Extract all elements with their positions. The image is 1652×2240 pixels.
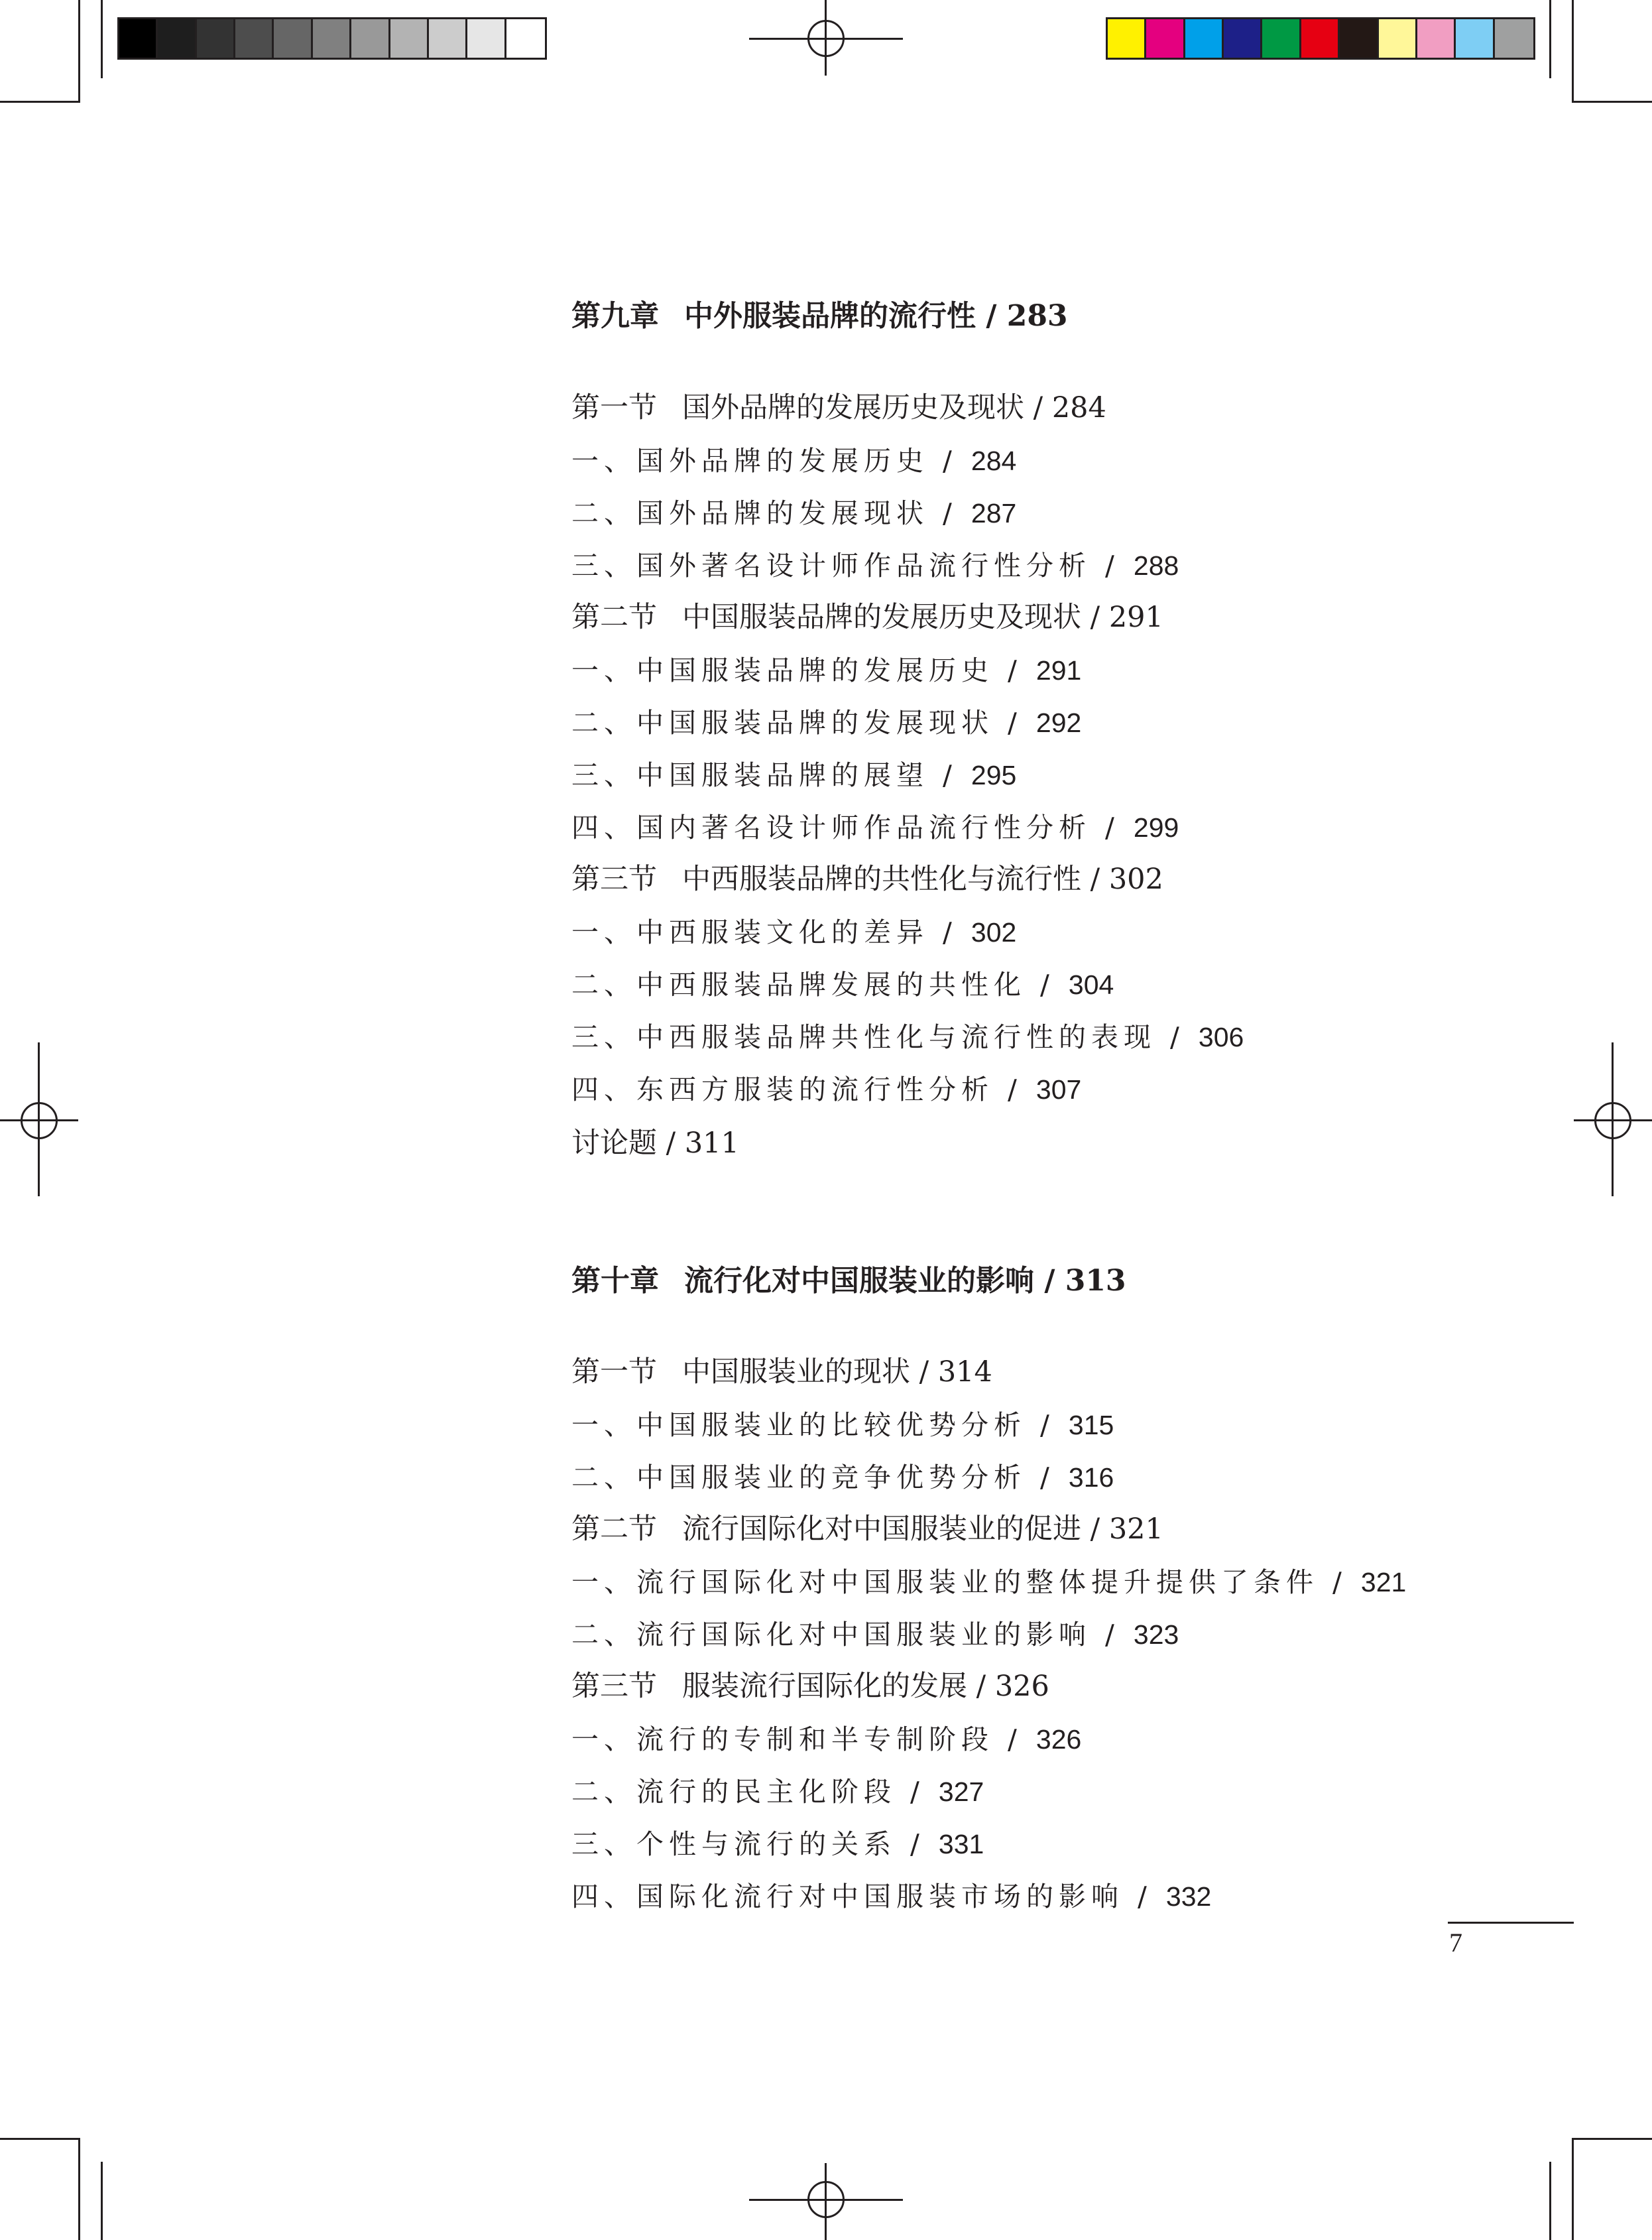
toc-item-text: 四、国内著名设计师作品流行性分析 / — [571, 812, 1120, 843]
chapter-title: 中外服装品牌的流行性 / 283 — [684, 299, 1068, 333]
toc-item — [571, 544, 1179, 583]
page-number: 295 — [971, 760, 1017, 790]
toc-item — [571, 1822, 984, 1861]
color-swatch — [1456, 19, 1494, 58]
section-number: 第三节 — [571, 1670, 657, 1703]
color-bar — [1106, 17, 1535, 60]
color-swatch — [1340, 19, 1378, 58]
section-title: 中国服装品牌的发展历史及现状 / 291 — [682, 601, 1163, 634]
toc-item-text: 三、个性与流行的关系 / — [571, 1828, 925, 1860]
section-number: 第二节 — [571, 601, 657, 634]
toc-item — [571, 1403, 1114, 1442]
page-number: 287 — [971, 498, 1017, 529]
toc-item — [571, 753, 1016, 792]
toc-item-text: 三、中国服装品牌的展望 / — [571, 759, 957, 791]
page-number: 323 — [1133, 1619, 1179, 1650]
color-swatch — [197, 19, 235, 58]
page-number: 302 — [971, 917, 1017, 948]
section-heading — [571, 1349, 992, 1390]
toc-item-text: 一、流行的专制和半专制阶段 / — [571, 1723, 1022, 1755]
page-number: 292 — [1035, 708, 1082, 738]
color-swatch — [351, 19, 390, 58]
color-swatch — [390, 19, 429, 58]
section-title: 国外品牌的发展历史及现状 / 284 — [682, 391, 1106, 424]
crop-mark — [101, 0, 103, 78]
toc-item — [571, 1015, 1244, 1054]
section-number: 第一节 — [571, 391, 657, 424]
section-number: 第一节 — [571, 1355, 657, 1389]
section-title: 服装流行国际化的发展 / 326 — [682, 1670, 1049, 1703]
registration-mark — [21, 1102, 58, 1139]
toc-item-text: 三、国外著名设计师作品流行性分析 / — [571, 550, 1120, 582]
color-swatch — [158, 19, 196, 58]
section-heading — [571, 595, 1163, 635]
toc-item-text: 二、中西服装品牌发展的共性化 / — [571, 969, 1055, 1001]
section-title: 中国服装业的现状 / 314 — [682, 1355, 992, 1389]
toc-item — [571, 649, 1081, 688]
page-number: 288 — [1133, 550, 1179, 581]
toc-item-text: 二、中国服装品牌的发展现状 / — [571, 707, 1022, 739]
toc-item — [571, 1068, 1081, 1107]
color-swatch — [313, 19, 351, 58]
crop-mark — [1574, 101, 1652, 103]
chapter-heading — [571, 292, 1068, 334]
section-title: 中西服装品牌的共性化与流行性 / 302 — [682, 863, 1163, 896]
section-heading — [571, 385, 1106, 426]
crop-mark — [1549, 2162, 1551, 2240]
section-heading — [571, 1664, 1049, 1704]
page-number: 315 — [1068, 1410, 1114, 1440]
toc-item-text: 三、中西服装品牌共性化与流行性的表现 / — [571, 1021, 1185, 1053]
color-swatch — [1262, 19, 1301, 58]
toc-item-text: 二、国外品牌的发展现状 / — [571, 497, 957, 529]
section-title: 流行国际化对中国服装业的促进 / 321 — [682, 1513, 1163, 1546]
registration-mark — [807, 20, 845, 57]
toc-item-text: 一、中国服装品牌的发展历史 / — [571, 654, 1022, 686]
color-swatch — [506, 19, 545, 58]
discussion-heading: 讨论题 / 311 — [571, 1127, 739, 1160]
toc-item-text: 一、流行国际化对中国服装业的整体提升提供了条件 / — [571, 1566, 1347, 1598]
toc-item-text: 四、东西方服装的流行性分析 / — [571, 1074, 1022, 1105]
color-swatch — [467, 19, 506, 58]
color-swatch — [1301, 19, 1340, 58]
section-heading — [571, 857, 1163, 897]
crop-mark — [1549, 0, 1551, 78]
toc-item — [571, 491, 1016, 530]
toc-item — [571, 439, 1016, 478]
color-swatch — [1108, 19, 1146, 58]
crop-mark — [0, 101, 78, 103]
chapter-title: 流行化对中国服装业的影响 / 313 — [684, 1264, 1126, 1298]
page-number: 316 — [1068, 1462, 1114, 1493]
color-swatch — [1495, 19, 1533, 58]
page-number: 299 — [1133, 812, 1179, 843]
section-number: 第三节 — [571, 863, 657, 896]
grayscale-bar — [117, 17, 547, 60]
toc-item-text: 一、中国服装业的比较优势分析 / — [571, 1409, 1055, 1441]
page-number: 332 — [1165, 1881, 1212, 1912]
toc-item-text: 二、中国服装业的竞争优势分析 / — [571, 1462, 1055, 1493]
toc-item — [571, 1875, 1211, 1914]
color-swatch — [1417, 19, 1456, 58]
toc-item — [571, 1613, 1179, 1652]
registration-mark — [807, 2181, 845, 2218]
folio-rule — [1448, 1922, 1574, 1924]
color-swatch — [1379, 19, 1417, 58]
chapter-number: 第九章 — [571, 299, 659, 333]
toc-item — [571, 1717, 1081, 1757]
toc-item-text: 二、流行的民主化阶段 / — [571, 1776, 925, 1808]
toc-item-text: 四、国际化流行对中国服装市场的影响 / — [571, 1881, 1152, 1912]
section-number: 第二节 — [571, 1513, 657, 1546]
crop-mark — [0, 2138, 78, 2140]
toc-item-text: 一、中西服装文化的差异 / — [571, 916, 957, 948]
section-heading — [571, 1507, 1163, 1547]
color-swatch — [274, 19, 312, 58]
page-folio: 7 — [1449, 1928, 1462, 1958]
toc-item — [571, 1560, 1406, 1599]
toc-item — [571, 806, 1179, 845]
chapter-number: 第十章 — [571, 1264, 659, 1298]
toc-item — [571, 701, 1081, 740]
color-swatch — [235, 19, 274, 58]
crop-mark — [78, 2138, 80, 2240]
toc-item — [571, 963, 1114, 1002]
crop-mark — [1572, 0, 1574, 103]
page-number: 326 — [1035, 1724, 1082, 1755]
page-number: 321 — [1360, 1567, 1407, 1597]
color-swatch — [1224, 19, 1262, 58]
crop-mark — [1574, 2138, 1652, 2140]
crop-mark — [1572, 2138, 1574, 2240]
crop-mark — [78, 0, 80, 103]
page-number: 327 — [938, 1776, 984, 1807]
page-number: 284 — [971, 446, 1017, 476]
page-number: 331 — [938, 1829, 984, 1859]
page-number: 306 — [1198, 1022, 1244, 1052]
page-number: 291 — [1035, 655, 1082, 686]
chapter-heading — [571, 1257, 1126, 1299]
color-swatch — [1146, 19, 1185, 58]
color-swatch — [429, 19, 467, 58]
toc-item — [571, 1456, 1114, 1495]
crop-mark — [101, 2162, 103, 2240]
page-number: 307 — [1035, 1074, 1082, 1105]
toc-item-text: 二、流行国际化对中国服装业的影响 / — [571, 1619, 1120, 1650]
toc-item — [571, 910, 1016, 950]
registration-mark — [1594, 1102, 1631, 1139]
color-swatch — [1185, 19, 1224, 58]
toc-item — [571, 1770, 984, 1809]
color-swatch — [119, 19, 158, 58]
toc-item-text: 一、国外品牌的发展历史 / — [571, 445, 957, 477]
page-number: 304 — [1068, 969, 1114, 1000]
